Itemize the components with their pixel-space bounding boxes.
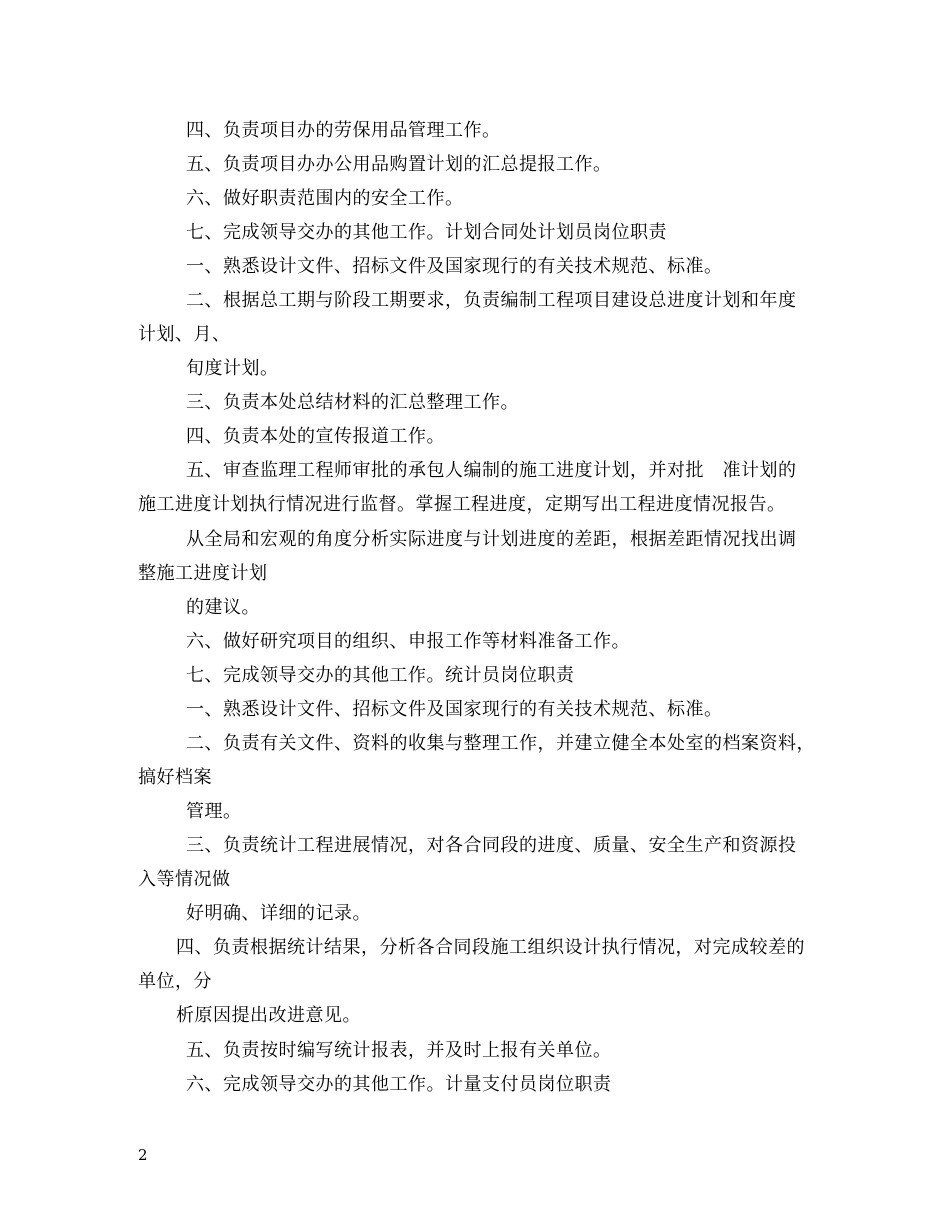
- text-line-22: 三、负责统计工程进展情况，对各合同段的进度、质量、安全生产和资源投: [186, 835, 797, 856]
- text-line-27: 析原因提出改进意见。: [176, 1005, 361, 1026]
- text-line-9: 三、负责本处总结材料的汇总整理工作。: [186, 392, 519, 413]
- text-line-4: 七、完成领导交办的其他工作。计划合同处计划员岗位职责: [186, 222, 667, 243]
- text-line-13: 从全局和宏观的角度分析实际进度与计划进度的差距，根据差距情况找出调: [186, 529, 797, 550]
- text-line-18: 一、熟悉设计文件、招标文件及国家现行的有关技术规范、标准。: [186, 699, 723, 720]
- text-line-17: 七、完成领导交办的其他工作。统计员岗位职责: [186, 665, 575, 686]
- text-line-28: 五、负责按时编写统计报表，并及时上报有关单位。: [186, 1040, 612, 1061]
- text-line-5: 一、熟悉设计文件、招标文件及国家现行的有关技术规范、标准。: [186, 256, 723, 277]
- text-line-19: 二、负责有关文件、资料的收集与整理工作，并建立健全本处室的档案资料，: [186, 733, 815, 754]
- text-line-14: 整施工进度计划: [138, 563, 268, 584]
- text-line-1: 四、负责项目办的劳保用品管理工作。: [186, 120, 501, 141]
- text-line-25: 四、负责根据统计结果，分析各合同段施工组织设计执行情况，对完成较差的: [176, 937, 805, 958]
- text-line-10: 四、负责本处的宣传报道工作。: [186, 426, 445, 447]
- text-line-20: 搞好档案: [138, 767, 212, 788]
- text-line-11: 五、审查监理工程师审批的承包人编制的施工进度计划，并对批 准计划的: [186, 460, 797, 481]
- text-line-16: 六、做好研究项目的组织、申报工作等材料准备工作。: [186, 631, 630, 652]
- text-line-2: 五、负责项目办办公用品购置计划的汇总提报工作。: [186, 154, 612, 175]
- text-line-26: 单位，分: [138, 971, 212, 992]
- text-line-29: 六、完成领导交办的其他工作。计量支付员岗位职责: [186, 1074, 612, 1095]
- text-line-24: 好明确、详细的记录。: [186, 903, 371, 924]
- text-line-7: 计划、月、: [138, 324, 231, 345]
- text-line-15: 的建议。: [186, 597, 260, 618]
- text-line-23: 入等情况做: [138, 869, 231, 890]
- text-line-12: 施工进度计划执行情况进行监督。掌握工程进度，定期写出工程进度情况报告。: [138, 494, 786, 515]
- page-number: 2: [138, 1146, 148, 1164]
- text-line-21: 管理。: [186, 801, 242, 822]
- text-line-6: 二、根据总工期与阶段工期要求，负责编制工程项目建设总进度计划和年度: [186, 290, 797, 311]
- text-line-3: 六、做好职责范围内的安全工作。: [186, 188, 464, 209]
- text-line-8: 旬度计划。: [186, 358, 279, 379]
